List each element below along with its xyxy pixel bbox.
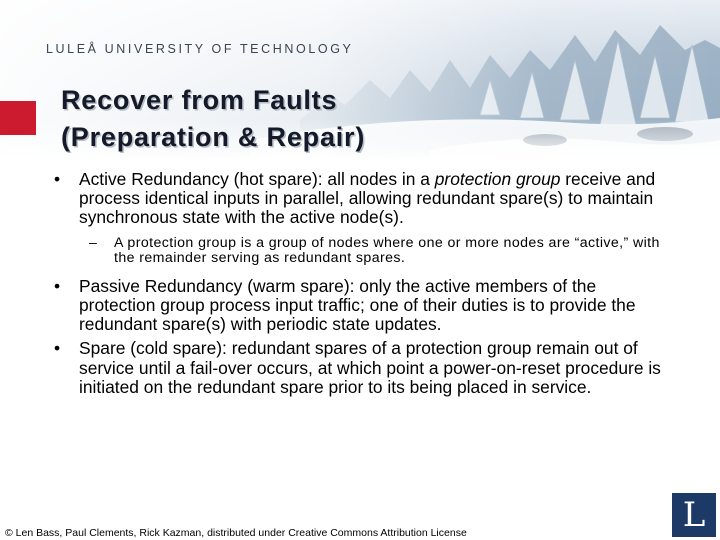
- bullet-icon: •: [54, 338, 61, 359]
- bullet-item-passive-redundancy: [54, 277, 672, 335]
- slide-body: [54, 170, 672, 402]
- sub-bullet-text: A protection group is a group of nodes where one or more nodes are “active,” with the remainder serving as redundant spares.: [114, 234, 660, 267]
- university-name: LULEÅ UNIVERSITY OF TECHNOLOGY: [46, 42, 354, 56]
- bullet-item-spare: [54, 339, 672, 397]
- bullet-list: [54, 170, 672, 397]
- bullet-text: Spare (cold spare): redundant spares of a protection group remain out of service until a fail-over occurs, at which point a power-on-reset procedure is initiated on the redundant spare prior to its being placed in service.: [79, 338, 661, 397]
- slide-title: [61, 82, 365, 156]
- university-logo: [672, 493, 716, 537]
- sub-bullet-item-protection-group: [54, 236, 672, 267]
- dash-icon: –: [89, 234, 98, 251]
- bullet-icon: •: [54, 275, 61, 296]
- accent-square: [0, 101, 36, 135]
- title-line-2: (Preparation & Repair): [61, 122, 366, 152]
- bullet-text-part: receive and process identical inputs in parallel, allowing redundant spare(s) to maintain synchronous state with the active node(s).: [79, 169, 656, 228]
- copyright-footer: © Len Bass, Paul Clements, Rick Kazman, distributed under Creative Commons Attribution License: [5, 527, 467, 539]
- bullet-item-active-redundancy: [54, 170, 672, 228]
- bullet-text-part: Active Redundancy (hot spare): all nodes in a: [79, 169, 435, 189]
- bullet-text: Passive Redundancy (warm spare): only the active members of the protection group process input traffic; one of their duties is to provide the redundant spare(s) with periodic state updates.: [79, 275, 636, 335]
- title-line-1: Recover from Faults: [61, 85, 338, 115]
- bullet-icon: •: [54, 169, 61, 189]
- logo-letter: L: [682, 495, 706, 535]
- bullet-text-italic: protection group: [434, 169, 561, 189]
